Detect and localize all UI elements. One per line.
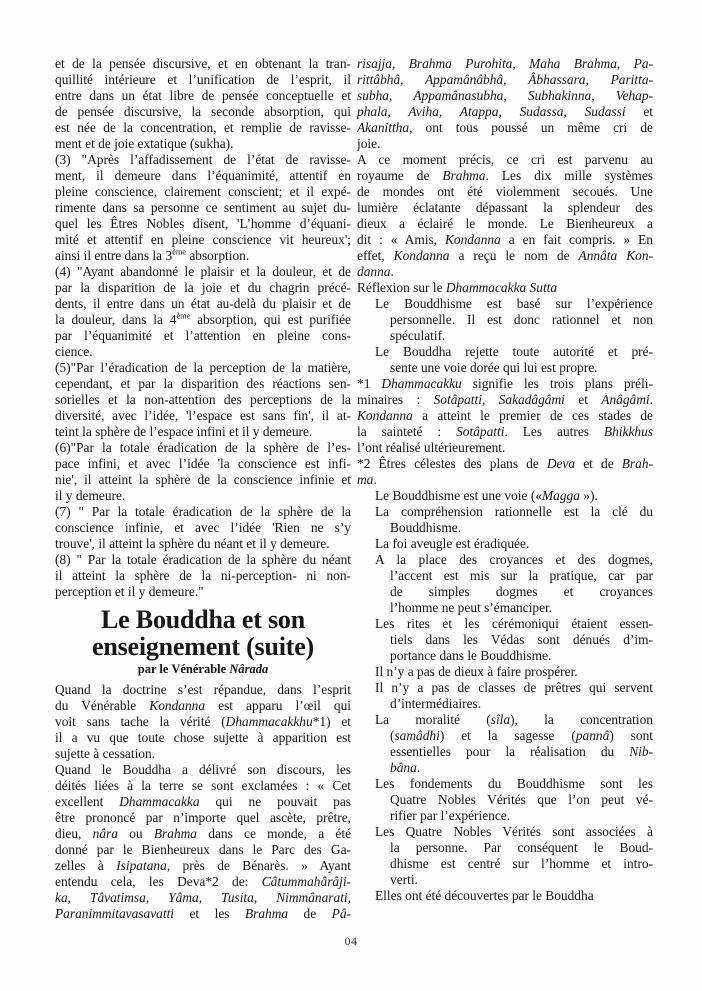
text-line: lumière éclatante dépassant la splendeur des [357, 200, 653, 215]
page-number: 04 [344, 934, 358, 948]
right-column [357, 56, 653, 922]
list-item [357, 680, 653, 712]
text-line: nie', il atteint la sphère de la conscience infinie et [55, 472, 351, 487]
text-line: danna. [357, 264, 394, 279]
text-line: ka, Tâvatimsa, Yâma, Tusita, Nimmânarati, [55, 890, 351, 905]
list-item [357, 664, 653, 680]
text-line: La foi aveugle est éradiquée. [375, 536, 530, 551]
text-line: A la place des croyances et des dogmes, [375, 552, 653, 567]
text-line: *2 Êtres célestes des plans de Deva et de Brah- [357, 456, 653, 471]
text-line: rifier par l’expérience. [390, 808, 511, 823]
footnote [357, 376, 653, 456]
text-line: pace infini, et avec l’idée 'la conscience est infi- [55, 456, 351, 471]
text-line: Quand le Bouddha a délivré son discours, les [55, 762, 351, 777]
text-line: Il n’y a pas de classes de prêtres qui servent [375, 680, 653, 695]
list-item [357, 616, 653, 664]
text-line: la douleur, dans la 4ème absorption, qui est purifiée [55, 311, 351, 327]
text-line: personnelle. Il est donc rationnel et non [390, 312, 653, 327]
paragraph [357, 56, 653, 152]
paragraph [55, 504, 351, 552]
text-line: dhisme est centré sur l’homme et intro- [390, 856, 653, 871]
text-line: portance dans le Bouddhisme. [390, 648, 552, 663]
text-line: diversité, avec l’idée, 'l’espace est sans fin', il at- [55, 408, 351, 423]
two-column-text-area [55, 56, 653, 922]
text-line: sujette à cessation. [55, 746, 156, 761]
text-line: spéculatif. [390, 328, 446, 343]
text-line: La moralité (sîla), la concentration [375, 712, 653, 727]
text-line: par la disparition de la joie et du chagrin précé- [55, 280, 351, 295]
text-line: il y demeure. [55, 488, 126, 503]
list-item [357, 824, 653, 888]
text-line: Paranimmitavasavatti et les Brahma de Pâ- [55, 906, 351, 921]
list-item [357, 712, 653, 776]
text-line: Elles ont été découvertes par le Bouddha [375, 888, 594, 903]
footnote [357, 456, 653, 488]
paragraph [357, 280, 653, 296]
text-line: pleine conscience, clairement conscient; et il expé- [55, 184, 351, 199]
text-line: (samâdhi) et la sagesse (pannâ) sont [390, 728, 653, 743]
text-line: l’ont réalisé ultérieurement. [357, 440, 506, 455]
text-line: trouve', il atteint la sphère du néant et il y demeure. [55, 536, 330, 551]
list-item [357, 536, 653, 552]
text-line: (4) "Ayant abandonné le plaisir et la douleur, et de [55, 264, 351, 279]
text-line: la sainteté : Sotâpatti. Les autres Bhikkhus [357, 424, 653, 439]
text-line: il atteint la sphère de la ni-perception- ni non- [55, 568, 351, 583]
text-line: par l’équanimité et l’attention en pleine cons- [55, 328, 351, 343]
list-item [357, 504, 653, 536]
text-line: *1 Dhammacakku signifie les trois plans préli- [357, 376, 653, 391]
text-line: Les rites et les cérémoniqui étaient essen- [375, 616, 653, 631]
text-line: Bouddhisme. [390, 520, 462, 535]
text-line: dit : « Amis, Kondanna a en fait compris. » En [357, 232, 653, 247]
text-line: excellent Dhammacakka qui ne pouvait pas [55, 794, 351, 809]
text-line: être prononcé par n’importe quel ascète, prêtre, [55, 810, 351, 825]
text-line: risajja, Brahma Purohita, Maha Brahma, Pa- [357, 56, 653, 71]
paragraph [55, 152, 351, 264]
article-title [55, 606, 351, 660]
text-line: la personne. Par conséquent le Boud- [390, 840, 653, 855]
paragraph [55, 360, 351, 440]
text-line: enseignement (suite) [91, 632, 314, 661]
paragraph [55, 440, 351, 504]
list-item [357, 888, 653, 904]
text-line: dieu, nâra ou Brahma dans ce monde, a été [55, 826, 351, 841]
text-line: quel les Êtres Nobles disent, 'L’homme d’équani- [55, 216, 351, 231]
text-line: minaires : Sotâpatti, Sakadâgâmi et Anâgâmi. [357, 392, 653, 407]
paragraph [55, 264, 351, 360]
text-line: verti. [390, 872, 418, 887]
text-line: de pensée discursive, la seconde absorption, qui [55, 104, 351, 119]
paragraph [55, 56, 351, 152]
text-line: l’homme ne peut s’émanciper. [390, 600, 553, 615]
text-line: Réflexion sur le Dhammacakka Sutta [357, 280, 558, 295]
list-item [357, 488, 653, 504]
text-line: donné par le Bienheureux dans le Parc des Ga- [55, 842, 351, 857]
text-line: Akanittha, ont tous poussé un même cri de [357, 120, 653, 135]
text-line: royaume de Brahma. Les dix mille systèmes [357, 168, 653, 183]
text-line: (7) " Par la totale éradication de la sphère de la [55, 504, 351, 519]
text-line: Le Bouddhisme est basé sur l’expérience [375, 296, 653, 311]
text-line: bâna. [390, 760, 421, 775]
text-line: déités liées à la terre se sont exclamées : « Cet [55, 778, 351, 793]
paragraph [357, 152, 653, 280]
text-line: (3) "Après l’affadissement de l’état de ravisse- [55, 152, 351, 167]
text-line: Quand la doctrine s’est répandue, dans l’esprit [55, 682, 351, 697]
paragraph [55, 762, 351, 922]
text-line: l’accent est mis sur la pratique, car par [390, 568, 653, 583]
text-line: joie. [357, 136, 381, 151]
text-line: est née de la concentration, et remplie de ravisse- [55, 120, 351, 135]
text-line: ment et de joie extatique (sukha). [55, 136, 234, 151]
list-item [357, 552, 653, 616]
text-line: entendu cela, les Deva*2 de: Câtummahârâji- [55, 874, 351, 889]
text-line: de simples dogmes et croyances [390, 584, 653, 599]
list-item [357, 344, 653, 376]
list-item [357, 776, 653, 824]
text-line: zelles à Isipatana, près de Bénarès. » Ayant [55, 858, 351, 873]
text-line: perception et il y demeure." [55, 584, 204, 599]
text-line: dieux a éclairé le monde. Le Bienheureux a [357, 216, 653, 231]
text-line: il a vu que toute chose sujette à apparition est [55, 730, 351, 745]
text-line: Quatre Nobles Vérités que l’on peut vé- [390, 792, 653, 807]
text-line: A ce moment précis, ce cri est parvenu au [357, 152, 653, 167]
text-line: effet, Kondanna a reçu le nom de Annâta Kon- [357, 248, 653, 263]
text-line: Le Bouddha rejette toute autorité et pré- [375, 344, 653, 359]
paragraph [55, 552, 351, 600]
text-line: (8) " Par la totale éradication de la sphère du néant [55, 552, 351, 567]
text-line: conscience infinie, et avec l’idée 'Rien ne s’y [55, 520, 351, 535]
text-line: voit sans tache la vérité (Dhammacakkhu*1) et [55, 714, 351, 729]
text-line: Il n’y a pas de dieux à faire prospérer. [375, 664, 578, 679]
text-line: Le Bouddhisme est une voie («Magga »). [375, 488, 598, 503]
text-line: et de la pensée discursive, et en obtenant la tran- [55, 56, 351, 71]
text-line: Les fondements du Bouddhisme sont les [375, 776, 653, 791]
text-line: ainsi il entre dans la 3ème absorption. [55, 247, 250, 263]
text-line: essentielles pour la réalisation du Nib- [390, 744, 653, 759]
text-line: du Vénérable Kondanna est apparu l’œil qui [55, 698, 351, 713]
text-line: sorielles et la non-attention des perceptions de la [55, 392, 351, 407]
left-column [55, 56, 351, 922]
text-line: mité et attentif en pleine conscience vit heureux'; [55, 232, 351, 247]
text-line: rittâbhâ, Appamânâbhâ, Âbhassara, Paritta- [357, 72, 653, 87]
text-line: dents, il entre dans un état au-delà du plaisir et de [55, 296, 351, 311]
text-line: sente une voie dorée qui lui est propre. [390, 360, 598, 375]
list-item [357, 296, 653, 344]
text-line: (6)"Par la totale éradication de la sphère de l’es- [55, 440, 351, 455]
text-line: tiels dans les Védas sont dénués d’im- [390, 632, 653, 647]
article-byline [55, 662, 351, 677]
text-line: cience. [55, 344, 93, 359]
text-line: Kondanna a atteint le premier de ces stades de [357, 408, 653, 423]
text-line: d’intermédiaires. [390, 696, 482, 711]
text-line: quillité intérieure et l’unification de l’esprit, il [55, 72, 351, 87]
text-line: La compréhension rationnelle est la clé du [375, 504, 653, 519]
text-line: de mondes ont été violemment secoués. Une [357, 184, 653, 199]
text-line: Les Quatre Nobles Vérités sont associées à [375, 824, 653, 839]
text-line: subha, Appamânasubha, Subhakinna, Vehap- [357, 88, 653, 103]
text-line: cependant, et par la disparition des réactions sen- [55, 376, 351, 391]
text-line: par le Vénérable Nârada [137, 662, 269, 676]
text-line: ment, il demeure dans l’équanimité, attentif en [55, 168, 351, 183]
paragraph [55, 682, 351, 762]
text-line: ma. [357, 472, 377, 487]
text-line: phala, Aviha, Atappa, Sudassa, Sudassi et [357, 104, 653, 119]
text-line: teint la sphère de l’espace infini et il y demeure. [55, 424, 313, 439]
text-line: Le Bouddha et son [101, 605, 305, 634]
text-line: (5)"Par l’éradication de la perception de la matière, [55, 360, 351, 375]
text-line: entre dans un état libre de pensée conceptuelle et [55, 88, 351, 103]
text-line: rimente dans sa personne ce sentiment au sujet du- [55, 200, 351, 215]
